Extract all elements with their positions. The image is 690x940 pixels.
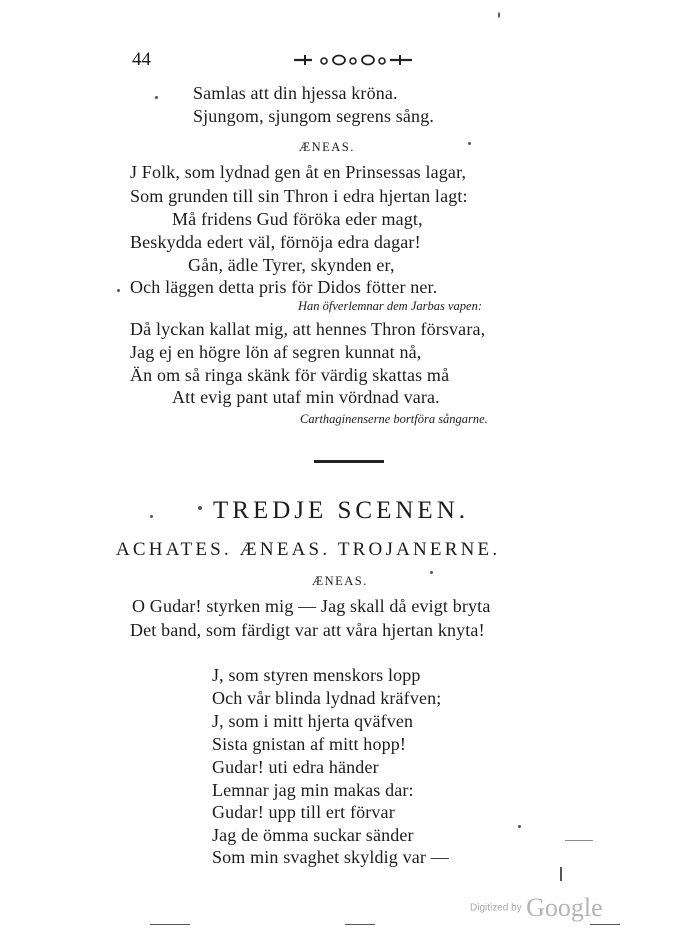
verse-line: Jag ej en högre lön af segren kunnat nå, xyxy=(130,342,422,362)
google-logo: Google xyxy=(526,893,603,922)
verse-line: Jag de ömma suckar sänder xyxy=(212,825,414,845)
verse-line: Än om så ringa skänk för värdig skattas må xyxy=(130,365,450,385)
stage-direction: Han öfverlemnar dem Jarbas vapen: xyxy=(298,299,482,313)
speaker-name: ÆNEAS. xyxy=(312,574,368,588)
verse-line: Som grunden till sin Thron i edra hjertan lagt: xyxy=(130,186,468,206)
scan-speck xyxy=(498,12,500,18)
scan-mark xyxy=(345,924,375,925)
verse-line: Sista gnistan af mitt hopp! xyxy=(212,734,407,754)
verse-line: Att evig pant utaf min vördnad vara. xyxy=(172,387,440,407)
section-divider xyxy=(314,460,384,463)
verse-line: Som min svaghet skyldig var — xyxy=(212,847,449,867)
verse-line: Gudar! uti edra händer xyxy=(212,757,379,777)
scan-speck xyxy=(430,571,433,574)
verse-line: Och läggen detta pris för Didos fötter ner. xyxy=(130,277,438,297)
verse-line: Och vår blinda lydnad kräfven; xyxy=(212,688,442,708)
scan-mark xyxy=(560,867,562,881)
page-number: 44 xyxy=(132,49,151,70)
verse-line: Då lyckan kallat mig, att hennes Thron försvara, xyxy=(130,319,486,339)
scene-title: TREDJE SCENEN. xyxy=(213,497,469,524)
stage-direction: Carthaginenserne bortföra sångarne. xyxy=(300,412,488,426)
verse-line: Gudar! upp till ert förvar xyxy=(212,802,395,822)
header-ornament xyxy=(292,52,414,72)
scan-speck xyxy=(198,506,202,510)
scan-speck xyxy=(117,289,120,292)
cast-list: ACHATES. ÆNEAS. TROJANERNE. xyxy=(116,539,501,560)
scan-mark xyxy=(150,924,190,925)
verse-line: Samlas att din hjessa kröna. xyxy=(193,83,398,103)
scan-speck xyxy=(468,142,471,145)
verse-line: Sjungom, sjungom segrens sång. xyxy=(193,106,434,126)
scan-speck xyxy=(518,825,521,828)
ornament-icon xyxy=(292,52,414,68)
verse-line: J, som i mitt hjerta qväfven xyxy=(212,711,414,731)
scan-speck xyxy=(150,515,153,518)
scan-mark xyxy=(590,924,620,925)
verse-line: Lemnar jag min makas dar: xyxy=(212,780,414,800)
verse-line: Må fridens Gud föröka eder magt, xyxy=(172,209,423,229)
verse-line: J Folk, som lydnad gen åt en Prinsessas lagar, xyxy=(130,162,467,182)
verse-line: Det band, som färdigt var att våra hjertan knyta! xyxy=(130,620,485,640)
digitized-watermark xyxy=(470,893,603,923)
watermark-prefix: Digitized by xyxy=(470,902,522,914)
scan-mark xyxy=(565,840,593,841)
speaker-name: ÆNEAS. xyxy=(299,140,355,154)
scan-speck xyxy=(155,96,158,99)
verse-line: J, som styren menskors lopp xyxy=(212,665,421,685)
verse-line: Gån, ädle Tyrer, skynden er, xyxy=(188,255,395,275)
verse-line: Beskydda edert väl, förnöja edra dagar! xyxy=(130,232,421,252)
verse-line: O Gudar! styrken mig — Jag skall då evigt bryta xyxy=(132,596,491,616)
